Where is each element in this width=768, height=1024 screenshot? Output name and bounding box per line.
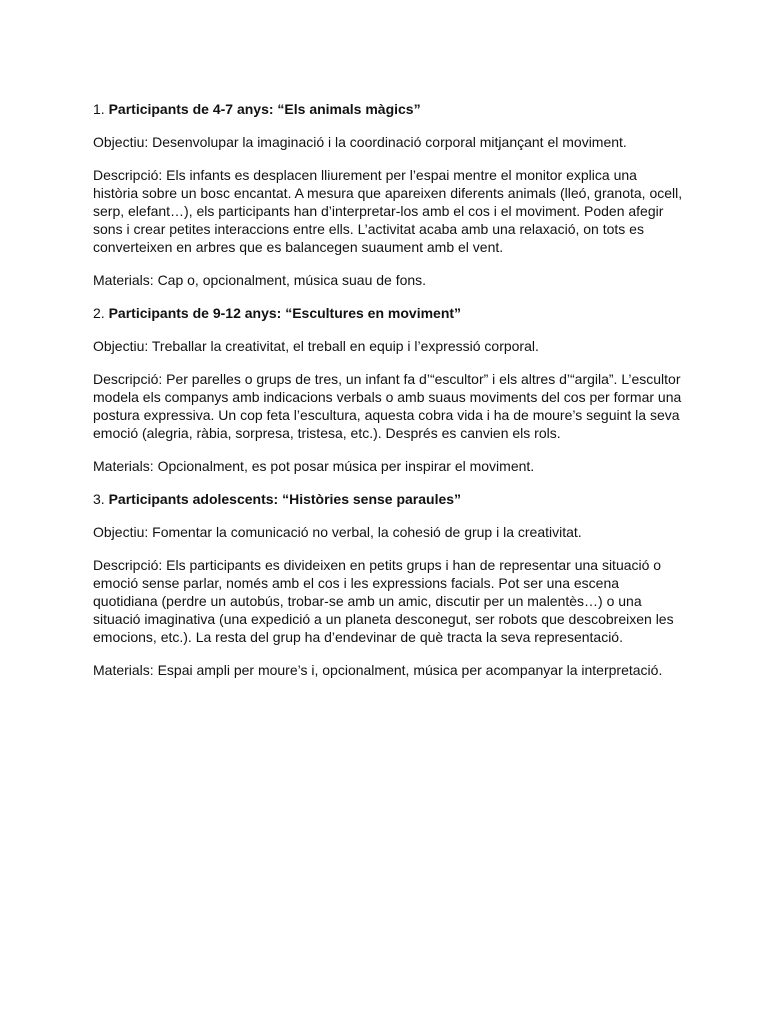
section-2-number: 2. [93, 305, 105, 321]
section-3-heading [93, 490, 683, 508]
section-3-number: 3. [93, 491, 105, 507]
section-2-materials: Materials: Opcionalment, es pot posar música per inspirar el moviment. [93, 458, 535, 474]
section-1-number: 1. [93, 101, 105, 117]
section-1-materials: Materials: Cap o, opcionalment, música suau de fons. [93, 272, 427, 288]
section-1-description: Descripció: Els infants es desplacen lliurement per l’espai mentre el monitor explica una història sobre un bosc encantat. A mesura que apareixen diferents animals (lleó, granota, ocell, serp, elefant…), els participants han d’interpretar-los amb el cos i el moviment. Poden afegir sons i crear petites interaccions entre ells. L’activitat acaba amb una relaxació, on tots es converteixen en arbres que es balancegen suaument amb el vent. [93, 167, 683, 255]
section-3-objective: Objectiu: Fomentar la comunicació no verbal, la cohesió de grup i la creativitat. [93, 524, 582, 540]
section-1-title: Participants de 4-7 anys: “Els animals màgics” [108, 101, 421, 117]
section-3-description: Descripció: Els participants es divideixen en petits grups i han de representar una situació o emoció sense parlar, només amb el cos i les expressions facials. Pot ser una escena quotidiana (perdre un autobús, trobar-se amb un amic, discutir per un malentès…) o una situació imaginativa (una expedició a un planeta desconegut, ser robots que descobreixen les emocions, etc.). La resta del grup ha d’endevinar de què tracta la seva representació. [93, 557, 674, 645]
section-2-objective: Objectiu: Treballar la creativitat, el treball en equip i l’expressió corporal. [93, 338, 539, 354]
section-1-objective: Objectiu: Desenvolupar la imaginació i la coordinació corporal mitjançant el moviment. [93, 134, 627, 150]
section-2-title: Participants de 9-12 anys: “Escultures en moviment” [108, 305, 462, 321]
section-1-heading [93, 100, 683, 118]
section-2-description: Descripció: Per parelles o grups de tres, un infant fa d’“escultor” i els altres d’“argila”. L’escultor modela els companys amb indicacions verbals o amb suaus moviments del cos per formar una postura expressiva. Un cop feta l’escultura, aquesta cobra vida i ha de moure’s seguint la seva emoció (alegria, ràbia, sorpresa, tristesa, etc.). Després es canvien els rols. [93, 371, 682, 441]
section-2-heading [93, 304, 683, 322]
section-3-title: Participants adolescents: “Històries sense paraules” [108, 491, 462, 507]
section-3-materials: Materials: Espai ampli per moure’s i, opcionalment, música per acompanyar la interpretació. [93, 662, 663, 678]
document-page [93, 100, 683, 694]
